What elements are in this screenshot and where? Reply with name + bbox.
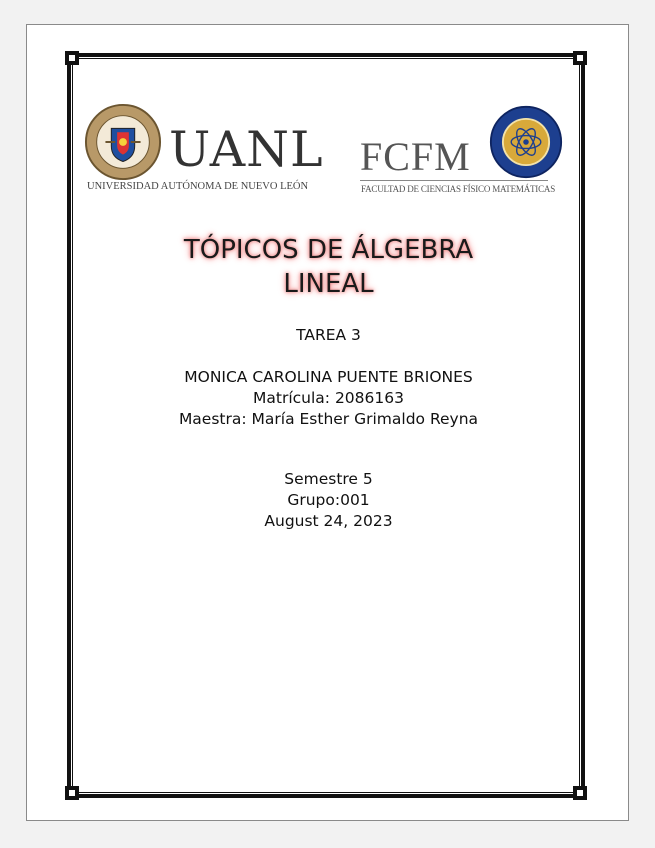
document-date: August 24, 2023 <box>264 512 393 530</box>
student-info <box>27 367 630 430</box>
fcfm-divider <box>360 180 548 181</box>
assignment-label: TAREA 3 <box>296 326 361 344</box>
fcfm-seal-icon <box>489 105 563 179</box>
border-corner <box>573 51 587 65</box>
document-page <box>26 24 629 821</box>
teacher-name: Maestra: María Esther Grimaldo Reyna <box>178 410 479 428</box>
uanl-subtitle: UNIVERSIDAD AUTÓNOMA DE NUEVO LEÓN <box>87 181 309 192</box>
border-corner <box>573 786 587 800</box>
title-line-1: TÓPICOS DE ÁLGEBRA <box>183 235 474 265</box>
uanl-seal-icon <box>84 103 162 181</box>
student-matricula: Matrícula: 2086163 <box>253 389 404 407</box>
student-name: MONICA CAROLINA PUENTE BRIONES <box>184 368 473 386</box>
uanl-logo-wordmark: UANL <box>169 121 324 178</box>
border-corner <box>65 51 79 65</box>
fcfm-logo-wordmark: FCFM <box>360 134 471 179</box>
document-title <box>27 233 630 301</box>
fcfm-subtitle: FACULTAD DE CIENCIAS FÍSICO MATEMÁTICAS <box>361 184 555 194</box>
course-info <box>27 469 630 532</box>
group-label: Grupo:001 <box>287 491 370 509</box>
title-line-2: LINEAL <box>283 269 374 299</box>
border-corner <box>65 786 79 800</box>
semester-label: Semestre 5 <box>284 470 373 488</box>
